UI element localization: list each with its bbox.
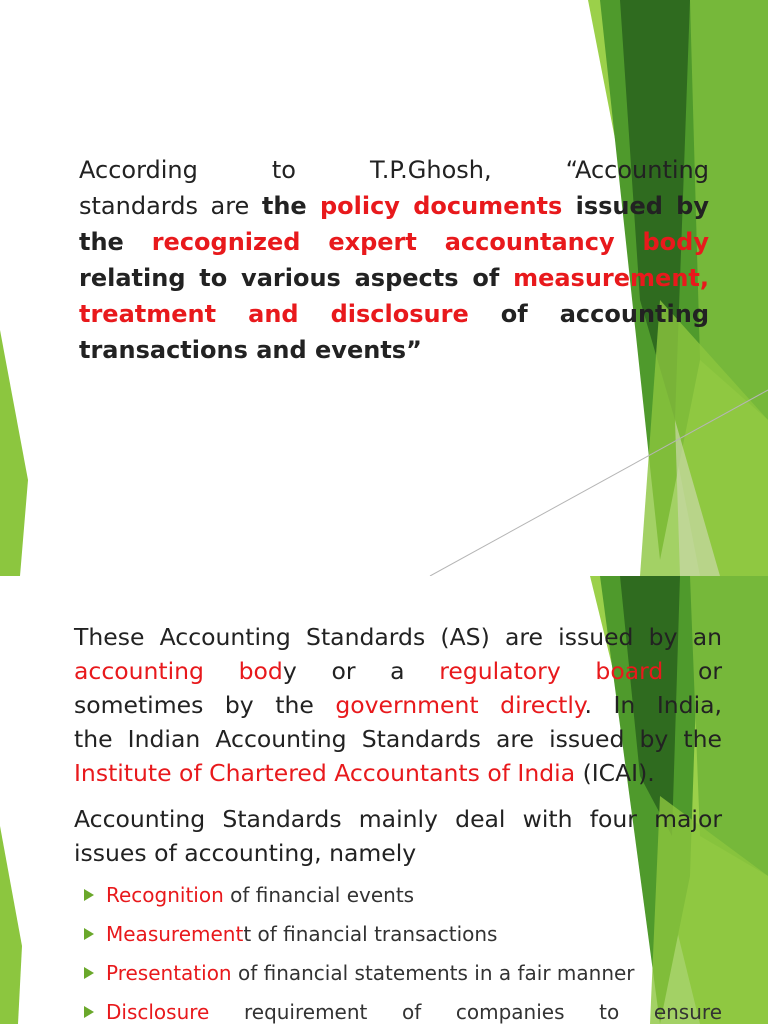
body-text: relating to various aspects of: [79, 264, 514, 292]
list-item-text: [106, 915, 722, 954]
body-text: the: [79, 228, 152, 256]
body-text: issued by: [562, 192, 710, 220]
body-text: sometimes by the: [74, 691, 336, 719]
paragraph-line: [74, 654, 722, 688]
highlight-text: Institute of Chartered Accountants of India: [74, 759, 576, 787]
paragraph-issuers: [74, 620, 722, 790]
slide-2: [0, 576, 768, 1024]
body-text: standards are: [79, 192, 262, 220]
body-text: of financial statements in a fair manner: [231, 961, 635, 985]
highlight-text: regulatory board: [439, 657, 664, 685]
list-item: [74, 993, 722, 1024]
standards-explanation: [74, 620, 722, 1024]
paragraph-line: issues of accounting, namely: [74, 839, 417, 867]
body-text: y or a: [282, 657, 440, 685]
body-text: transactions and events”: [79, 336, 422, 364]
list-item: [74, 915, 722, 954]
body-text: or: [663, 657, 722, 685]
issues-list: [74, 876, 722, 1024]
bullet-arrow-icon: [84, 1006, 94, 1018]
list-item-text: [106, 954, 722, 993]
body-text: the Indian Accounting Standards are issued by the: [74, 725, 722, 753]
body-text: of financial events: [223, 883, 415, 907]
body-text: of accounting: [468, 300, 709, 328]
highlight-text: Presentation: [106, 961, 232, 985]
highlight-text: government directly: [335, 691, 585, 719]
list-item: [74, 876, 722, 915]
paragraph-line: [74, 756, 722, 790]
definition-line: [79, 224, 709, 260]
definition-line: [79, 332, 709, 368]
list-item-text: [106, 876, 722, 915]
body-text: . In India,: [584, 691, 722, 719]
definition-line: [79, 152, 709, 188]
body-text: t of financial transactions: [243, 922, 498, 946]
highlight-text: treatment and disclosure: [79, 300, 469, 328]
paragraph-line: Accounting Standards mainly deal with four major: [74, 805, 722, 833]
highlight-text: measurement,: [513, 264, 709, 292]
body-text: requirement of companies to ensure: [209, 1000, 722, 1024]
highlight-text: accounting bod: [74, 657, 283, 685]
body-text: These Accounting Standards (AS) are issued by an: [74, 623, 722, 651]
body-text: the: [261, 192, 320, 220]
ghosh-definition: [79, 152, 709, 368]
highlight-text: Disclosure: [106, 1000, 210, 1024]
bullet-arrow-icon: [84, 928, 94, 940]
highlight-text: policy documents: [319, 192, 563, 220]
paragraph-line: [74, 620, 722, 654]
list-item: [74, 954, 722, 993]
list-item-text: [106, 993, 722, 1024]
highlight-text: Measurement: [106, 922, 244, 946]
paragraph-line: [74, 688, 722, 722]
bullet-arrow-icon: [84, 889, 94, 901]
definition-line: [79, 296, 709, 332]
definition-line: [79, 188, 709, 224]
definition-line: [79, 260, 709, 296]
highlight-text: recognized expert accountancy body: [151, 228, 709, 256]
body-text: (ICAI).: [575, 759, 655, 787]
paragraph-four-issues: [74, 802, 722, 870]
bullet-arrow-icon: [84, 967, 94, 979]
highlight-text: Recognition: [106, 883, 224, 907]
paragraph-line: [74, 722, 722, 756]
body-text: According to T.P.Ghosh, “Accounting: [79, 156, 709, 184]
